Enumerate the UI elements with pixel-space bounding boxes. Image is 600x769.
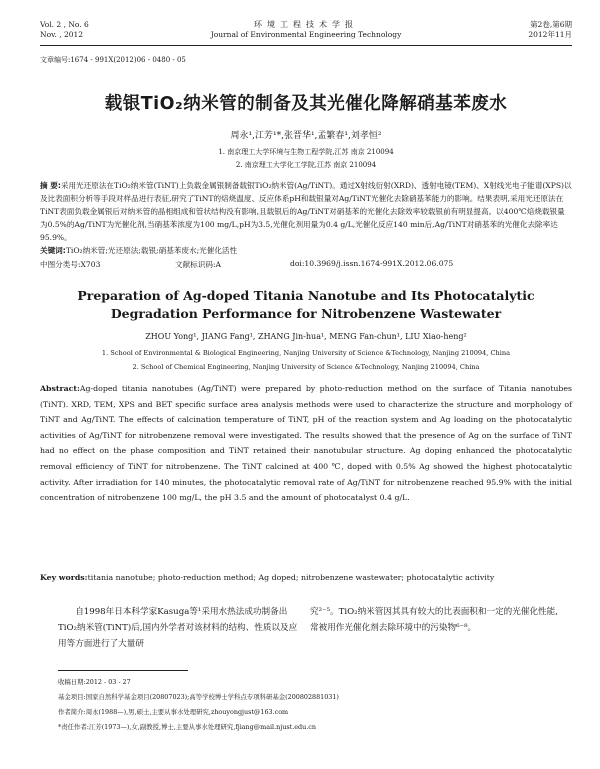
- footnote-author-bio: 作者简介:周永(1988—),男,硕士,主要从事水处理研究,zhouyongjust@163.com: [58, 708, 289, 716]
- body-column-left: 自1998年日本科学家Kasuga等¹采用水热法成功制备出TiO₂纳米管(TiNT)后,国内外学者对该材料的结构、性质以及应用等方面进行了大量研: [58, 607, 298, 649]
- affiliation-en-1: 1. School of Environmental & Biological Engineering, Nanjing University of Science &Technology, Nanjing 210094, China: [101, 349, 511, 357]
- abstract-cn: [40, 179, 572, 244]
- keywords-en-text: titania nanotube; photo-reduction method; Ag doped; nitrobenzene wastewater; photocatalytic activity: [87, 573, 495, 582]
- clc-number: 中图分类号:X703: [40, 260, 101, 269]
- abstract-en: [40, 381, 572, 506]
- header-date-cn: 2012年11月: [528, 30, 572, 39]
- document-code: 文献标识码:A: [175, 260, 222, 269]
- keywords-en: [40, 573, 572, 582]
- keywords-cn-label: 关键词:: [40, 246, 66, 255]
- abstract-en-text: Ag-doped titania nanotubes (Ag/TiNT) were prepared by photo-reduction method on the surface of Titania nanotubes (TiNT). XRD, TEM, XPS and BET specific surface area analysis methods were used to characterize the structure and morphology of TiNT and Ag/TiNT. The effects of calcination temperature of TiNT, pH of the reaction system and Ag loading on the photocatalytic activities of Ag/TiNT for nitrobenzene removal were investigated. The results showed that the presence of Ag on the surface of TiNT had no effect on the phase composition and TiNT retained their nanotubular structure. Ag doping enhanced the photocatalytic removal efficiency of TiNT for nitrobenzene. The TiNT calcined at 400 ℃, doped with 0.5% Ag showed the highest photocatalytic activity. After irradiation for 140 minutes, the photocatalytic removal rate of Ag/TiNT for nitrobenzene reached 95.9% with the initial concentration of nitrobenzene 100 mg/L, the pH 3.5 and the amount of photocatalyst 0.4 g/L.: [40, 384, 572, 503]
- header-journal-en: Journal of Environmental Engineering Technology: [210, 30, 402, 39]
- authors-en: ZHOU Yong¹, JIANG Fang¹, ZHANG Jin-hua¹, MENG Fan-chun¹, LIU Xiao-heng²: [145, 332, 467, 341]
- header-rule: [40, 45, 572, 46]
- header-journal-cn: 环境工程技术学报: [254, 20, 358, 29]
- footnote-funding: 基金项目:国家自然科学基金项目(20807023);高等学校博士学科点专项科研基金(200802881031): [58, 693, 339, 701]
- title-en: Preparation of Ag-doped Titania Nanotube and Its Photocatalytic Degradation Performance for Nitrobenzene Wastewater: [77, 288, 535, 321]
- footnote-rule: [58, 670, 188, 671]
- affiliation-cn-2: 2. 南京理工大学化工学院,江苏 南京 210094: [235, 161, 377, 169]
- keywords-cn: [40, 245, 572, 256]
- header-issue-cn: 第2卷,第6期: [530, 20, 572, 29]
- header-date-en: Nov. , 2012: [40, 30, 84, 39]
- footnote-received: 收稿日期:2012 - 03 - 27: [58, 678, 131, 686]
- keywords-cn-text: TiO₂纳米管;光还原法;载银;硝基苯废水;光催化活性: [65, 246, 238, 255]
- article-number: 文章编号:1674 - 991X(2012)06 - 0480 - 05: [40, 56, 186, 64]
- abstract-cn-text: 采用光还原法在TiO₂纳米管(TiNT)上负载金属银制备载银TiO₂纳米管(Ag/TiNT)。通过X射线衍射(XRD)、透射电镜(TEM)、X射线光电子能谱(XPS)以及比表面积分析等手段对样品进行表征,研究了TiNT的焙烧温度、反应体系pH和载银量对Ag/TiNT光催化去除硝基苯能力的影响。结果表明,采用光还原法在TiNT表面负载金属银后对纳米管的晶相组成和管状结构没有影响,且载银后的Ag/TiNT对硝基苯的光催化去除效率较载银前有明显提高。以400℃焙烧载银量为0.5%的Ag/TiNT为光催化剂,当硝基苯浓度为100 mg/L,pH为3.5,光催化剂用量为0.4 g/L,光催化反应140 min后,Ag/TiNT对硝基苯的光催化去除率达95.9%。: [40, 181, 572, 242]
- header-right: [528, 20, 572, 40]
- footnote-corresponding: *责任作者:江芳(1973—),女,副教授,博士,主要从事水处理研究,fjiang@mail.njust.edu.cn: [58, 723, 316, 731]
- header-volume: Vol. 2 , No. 6: [40, 20, 89, 29]
- header-center: [40, 20, 572, 40]
- authors-cn: 周永¹,江芳¹*,张晋华¹,孟繁春¹,刘孝恒²: [230, 131, 382, 141]
- body-column-right: 究²⁻⁵。TiO₂纳米管因其具有较大的比表面积和一定的光催化性能,常被用作光催化剂去除环境中的污染物⁶⁻⁸。: [310, 607, 558, 633]
- affiliation-en-2: 2. School of Chemical Engineering, Nanjing University of Science &Technology, Nanjing 210094, China: [132, 363, 480, 371]
- abstract-en-label: Abstract:: [40, 384, 80, 393]
- doi: doi:10.3969/j.issn.1674-991X.2012.06.075: [290, 259, 454, 268]
- keywords-en-label: Key words:: [40, 573, 88, 582]
- title-cn: 载银TiO₂纳米管的制备及其光催化降解硝基苯废水: [104, 94, 508, 114]
- abstract-cn-label: 摘 要:: [40, 181, 61, 190]
- affiliation-cn-1: 1. 南京理工大学环境与生物工程学院,江苏 南京 210094: [218, 148, 394, 156]
